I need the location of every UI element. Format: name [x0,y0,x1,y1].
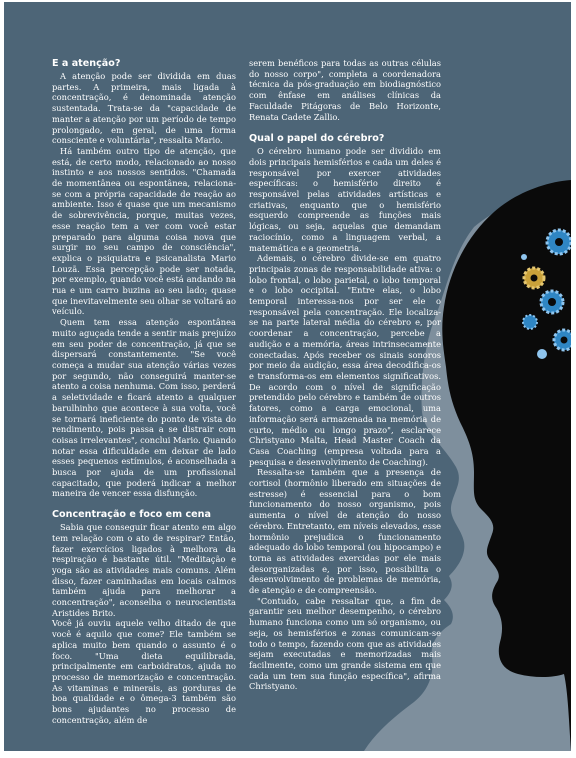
paragraph: Ressalta-se também que a presença de cortisol (hormônio liberado em situações de estresse) é essencial para o bom funcionamento do nosso organismo, pois aumenta o nível de atenção do nosso cérebro. Entretanto, em níveis elevados, esse hormônio prejudica o funcionamento adequado do lobo temporal (ou hipocampo) e torna as atividades exercidas por ele mais desorganizadas e, por isso, possibilita o desenvolvimento de problemas de memória, de atenção e de compreensão. [249,467,441,596]
magazine-page [4,2,571,751]
section-title: Qual o papel do cérebro? [249,133,385,145]
article-column-left [52,58,236,725]
gear-icon [523,315,537,329]
paragraph: A atenção pode ser dividida em duas partes. A primeira, mais ligada à concentração, é denominada atenção sustentada. Trata-se da "capacidade de manter a atenção por um período de tempo prolongado, em geral, de uma forma consciente e voluntária", ressalta Mario. [52,71,236,146]
paragraph: Ademais, o cérebro divide-se em quatro principais zonas de responsabilidade ativa: o lobo frontal, o lobo parietal, o lobo temporal e o lobo occipital. "Entre elas, o lobo temporal interessa-nos por ser ele o responsável pela concentração. Ele localiza-se na parte lateral média do cérebro e, por coordenar a concentração, percebe a audição e a memória, áreas intrinsecamente conectadas. Após receber os sinais sonoros por meio da audição, essa área decodifica-os e transforma-os em elementos significativos. De acordo com o nível de significação pretendido pelo cérebro e também de outros fatores, como a carga emocional, uma informação será armazenada na memória de curto, médio ou longo prazo", esclarece Christyano Malta, Head Master Coach da Casa Coaching (empresa voltada para a pesquisa e desenvolvimento de Coaching). [249,253,441,467]
paragraph: Quem tem essa atenção espontânea muito aguçada tende a sentir mais prejuízo em seu poder de concentração, já que se dispersará constantemente. "Se você começa a mudar sua atenção várias vezes por segundo, não conseguirá manter-se atento a coisa nenhuma. Com isso, perderá a seletividade e ficará atento a qualquer barulhinho que acontece à sua volta, você se tornará ineficiente do ponto de vista do rendimento, pois passa a se distrair com coisas irrelevantes", conclui Mario. Quando notar essa dificuldade em deixar de lado esses pequenos estímulos, é aconselhada a busca por ajuda de um profissional capacitado, que poderá indicar a melhor maneira de vencer essa disfunção. [52,317,236,499]
gear-icon [524,268,544,288]
paragraph: Você já ouviu aquele velho ditado de que você é aquilo que come? Ele também se aplica muito bem quando o assunto é o foco. "Uma dieta equilibrada, principalmente em carboidratos, ajuda no processo de memorização e concentração. As vitaminas e minerais, as gorduras de boa qualidade e o ômega-3 também são bons ajudantes no processo de concentração, além de [52,618,236,725]
paragraph: serem benéficos para todas as outras células do nosso corpo", completa a coordenadora técnica da pós-graduação em biodiagnóstico com ênfase em análises clínicas da Faculdade Pitágoras de Belo Horizonte, Renata Cadete Zallio. [249,58,441,122]
article-column-right [249,58,441,692]
gear-icon [541,291,563,313]
paragraph: Sabia que conseguir ficar atento em algo tem relação com o ato de respirar? Então, fazer exercícios ligados à melhora da respiração é bastante útil. "Meditação e yoga são as atividades mais comuns. Além disso, fazer caminhadas em locais calmos também ajuda para melhorar a concentração", aconselha o neurocientista Aristides Brito. [52,522,236,618]
section-title: E a atenção? [52,58,121,69]
paragraph: Há também outro tipo de atenção, que está, de certo modo, relacionado ao nosso instinto e aos nossos sentidos. "Chamada de momentânea ou espontânea, relaciona-se com a própria capacidade de reação ao ambiente. Isso é quase que um mecanismo de sobrevivência, porque, muitas vezes, esse reação tem a ver com você estar preparado para alguma coisa nova que surgir no seu campo de consciência", explica o psiquiatra e psicanalista Mario Louzã. Essa percepção pode ser notada, por exemplo, quando você está andando na rua e um carro buzina ao seu lado; quase que inevitavelmente seu olhar se voltará ao veículo. [52,145,236,317]
gear-icon [547,230,571,254]
paragraph: "Contudo, cabe ressaltar que, a fim de garantir seu melhor desempenho, o cérebro humano funciona como um só organismo, ou seja, os hemisférios e zonas comunicam-se todo o tempo, fazendo com que as atividades sejam executadas e memorizadas mais facilmente, como um grande sistema em que cada um tem sua função específica", afirma Christyano. [249,595,441,692]
gear-icon [537,349,547,359]
section-title: Concentração e foco em cena [52,509,211,521]
paragraph: O cérebro humano pode ser dividido em dois principais hemisférios e cada um deles é responsável por exercer atividades específicas: o hemisfério direito é responsável pelas atividades artísticas e criativas, enquanto que o hemisfério esquerdo compreende as funções mais lógicas, ou seja, aquelas que demandam raciocínio, como a linguagem verbal, a matemática e a geometria. [249,146,441,253]
